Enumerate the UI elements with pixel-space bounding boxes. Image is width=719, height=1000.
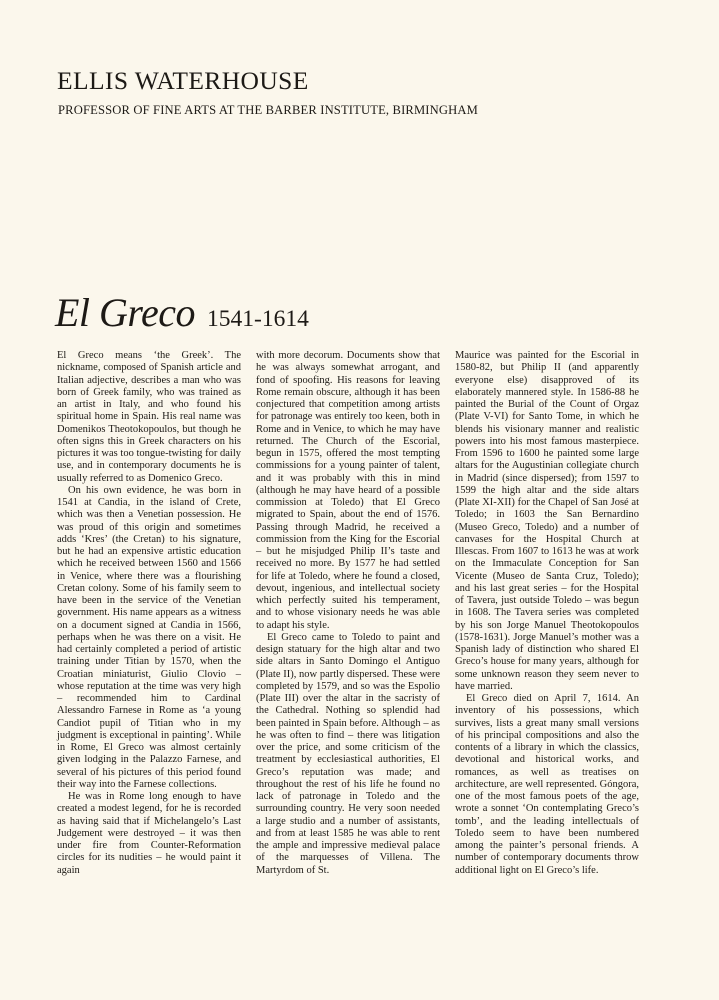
text-column-1 — [57, 350, 241, 877]
paragraph: He was in Rome long enough to have created a modest legend, for he is recorded as having said that if Michelangelo’s Last Judgement were destroyed – it was then under fire from Counter-Reformation circles for its nudities – he would paint it again — [57, 791, 241, 876]
article-title — [55, 289, 309, 336]
paragraph: El Greco died on April 7, 1614. An inventory of his possessions, which survives, lists a great many small versions of his principal compositions and also the contents of a library in which the classics, devotional and historical works, and romances, as well as treatises on architecture, are well represented. Góngora, one of the most famous poets of the age, wrote a sonnet ‘On contemplating Greco’s tomb’, and the leading intellectuals of Toledo seem to have been numbered among the painter’s personal friends. A number of contemporary documents throw additional light on El Greco’s life. — [455, 693, 639, 876]
author-name: ELLIS WATERHOUSE — [57, 66, 309, 95]
paragraph: On his own evidence, he was born in 1541 at Candia, in the island of Crete, which was then a Venetian possession. He was proud of this origin and sometimes adds ‘Kres’ (the Cretan) to his signature, but he had an expensive artistic education which he received between 1560 and 1566 in Venice, where there was a flourishing Cretan colony. Some of his family seem to have been in the service of the Venetian government. His name appears as a witness on a document signed at Candia in 1566, perhaps when he was there on a visit. He had certainly completed a period of artistic training under Titian by 1570, when the Croatian miniaturist, Giulio Clovio – whose reputation at the time was very high – recommended him to Cardinal Alessandro Farnese in Rome as ‘a young Candiot pupil of Titian who in my judgment is exceptional in painting’. While in Rome, El Greco was almost certainly given lodging in the Palazzo Farnese, and several of his pictures of this period found their way into the Farnese collections. — [57, 484, 241, 790]
text-column-2 — [256, 350, 440, 877]
paragraph: El Greco means ‘the Greek’. The nickname, composed of Spanish article and Italian adjective, describes a man who was born of Greek family, who was trained as an artist in Italy, and who found his spiritual home in Spain. His real name was Domenikos Theotokopoulos, but though he often signs this in Greek characters on his pictures it was too tongue-twisting for daily use, and in contemporary documents he is usually referred to as Domenico Greco. — [57, 350, 241, 484]
author-affiliation: PROFESSOR OF FINE ARTS AT THE BARBER INSTITUTE, BIRMINGHAM — [58, 103, 478, 117]
article-title-dates: 1541-1614 — [207, 306, 309, 332]
article-title-name: El Greco — [55, 290, 196, 335]
paragraph-continued: with more decorum. Documents show that he was always somewhat arrogant, and fond of spoofing. His reasons for leaving Rome remain obscure, although it has been conjectured that competition among artists for patronage was entirely too keen, both in Rome and in Venice, to which he may have returned. The Church of the Escorial, begun in 1575, offered the most tempting commissions for a young painter of talent, and it was probably with this in mind (although he may have heard of a possible commission at Toledo) that El Greco migrated to Spain, about the end of 1576. Passing through Madrid, he received a commission from the King for the Escorial – but he misjudged Philip II’s taste and received no more. By 1577 he had settled for life at Toledo, where he found a closed, devout, ingenious, and intellectual society which perfectly suited his temperament, and to whose visionary needs he was able to adapt his style. — [256, 350, 440, 631]
paragraph-continued: Maurice was painted for the Escorial in 1580-82, but Philip II (and apparently everyone else) disapproved of its elaborately mannered style. In 1586-88 he painted the Burial of the Count of Orgaz (Plate V-VI) for Santo Tome, in which he blends his visionary manner and realistic powers into his most famous masterpiece. From 1596 to 1600 he painted some large altars for the Augustinian collegiate church in Madrid (since dispersed); from 1597 to 1599 the high altar and the side altars (Plate XI-XII) for the Chapel of San José at Toledo; in 1603 the San Bernardino (Museo Greco, Toledo) and a number of canvases for the Hospital Church at Illescas. From 1607 to 1613 he was at work on the Immaculate Conception for San Vicente (Museo de Santa Cruz, Toledo); and his last great series – for the Hospital of Tavera, just outside Toledo – was begun in 1608. The Tavera series was completed by his son Jorge Manuel Theotokopoulos (1578-1631). Jorge Manuel’s mother was a Spanish lady of distinction who shared El Greco’s house for many years, although for some unknown reason they seem never to have married. — [455, 350, 639, 692]
text-column-3 — [455, 350, 639, 877]
paragraph: El Greco came to Toledo to paint and design statuary for the high altar and two side altars in Santo Domingo el Antiguo (Plate II), now partly dispersed. These were completed by 1579, and so was the Espolio (Plate III) over the altar in the sacristy of the Cathedral. Nothing so splendid had been painted in Spain before. Although – as he was often to find – there was litigation over the price, and some criticism of the treatment by ecclesiastical authorities, El Greco’s reputation was made; and throughout the rest of his life he found no lack of patronage in Toledo and the surrounding country. He very soon needed a large studio and a number of assistants, and from at least 1585 he was able to rent the ample and impressive medieval palace of the marquesses of Villena. The Martyrdom of St. — [256, 631, 440, 876]
